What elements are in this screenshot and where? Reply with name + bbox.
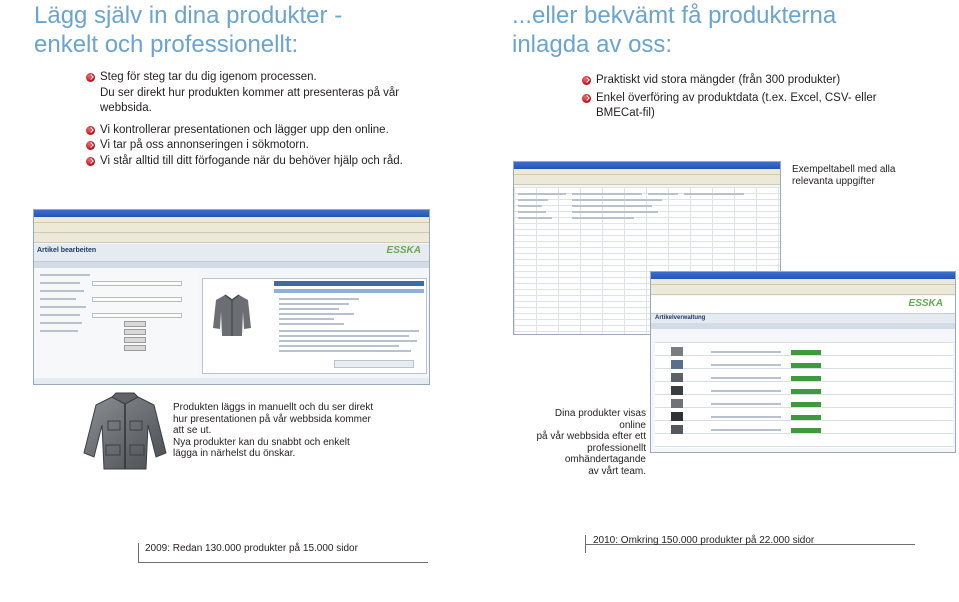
list-title: Artikelverwaltung: [655, 315, 706, 321]
status-badge: [791, 389, 821, 394]
caption-line: på vår webbsida efter ett: [536, 431, 646, 442]
editor-header: [34, 244, 430, 262]
form-field: [40, 330, 78, 332]
form-input: [92, 313, 182, 318]
row-text: [711, 351, 781, 353]
caption-line: hur presentationen på vår webbsida kommer att se ut.: [173, 413, 371, 436]
preview-text: [279, 308, 339, 310]
form-input: [92, 297, 182, 302]
cell-text: [518, 193, 566, 195]
list-item: [86, 154, 446, 170]
cell-text: [648, 193, 678, 195]
row-thumbnail: [671, 399, 683, 408]
timeline-2010: [585, 535, 915, 555]
row-thumbnail: [671, 360, 683, 369]
form-field: [40, 282, 80, 284]
article-list-screenshot: [650, 271, 956, 453]
list-item: [582, 73, 922, 89]
form-button: [124, 329, 146, 335]
heading-line: ...eller bekvämt få produkterna: [512, 2, 837, 29]
form-button: [124, 337, 146, 343]
cell-text: [572, 217, 634, 219]
status-badge: [791, 363, 821, 368]
bullet-icon: [86, 157, 95, 166]
address-bar: [34, 233, 429, 243]
status-badge: [791, 402, 821, 407]
bullet-text: Steg för steg tar du dig igenom processen.: [100, 71, 317, 83]
list-item: [86, 138, 446, 154]
form-button: [124, 321, 146, 327]
row-thumbnail: [671, 412, 683, 421]
cell-text: [518, 205, 542, 207]
row-text: [711, 416, 781, 418]
status-badge: [791, 415, 821, 420]
list-item: [86, 123, 446, 139]
list-title-bar: [651, 314, 956, 323]
cell-text: [572, 211, 658, 213]
cell-text: [518, 211, 546, 213]
caption-line: professionellt omhändertagande: [564, 442, 646, 465]
list-tabs: [651, 323, 956, 329]
preview-text: [279, 350, 411, 352]
status-badge: [791, 350, 821, 355]
bullet-icon: [86, 141, 95, 150]
row-text: [711, 403, 781, 405]
row-text: [711, 390, 781, 392]
timeline-label: 2009: Redan 130.000 produkter på 15.000 sidor: [145, 543, 358, 554]
preview-text: [279, 298, 359, 300]
toolbar: [34, 223, 429, 233]
form-field: [40, 306, 86, 308]
caption-line: relevanta uppgifter: [792, 175, 875, 187]
manual-entry-caption: [173, 402, 383, 460]
bullet-icon: [582, 76, 591, 85]
list-item: [582, 91, 922, 122]
window-titlebar: [514, 162, 780, 169]
toolbar: [651, 285, 955, 295]
esska-logo: ESSKA: [386, 245, 421, 256]
form-button: [124, 345, 146, 351]
heading-we-enter: [512, 1, 836, 59]
form-field: [40, 314, 80, 316]
heading-self-entry: [34, 1, 342, 59]
timeline-2009: [138, 543, 428, 563]
preview-subheader: [274, 289, 424, 293]
we-enter-bullet-list: [582, 73, 922, 124]
preview-text: [279, 303, 349, 305]
timeline-line: [138, 562, 428, 563]
preview-text: [279, 345, 399, 347]
editor-footer: [34, 378, 430, 385]
list-header: [651, 296, 956, 314]
row-text: [711, 429, 781, 431]
esska-logo: ESSKA: [908, 298, 943, 309]
self-entry-bullet-list: [86, 70, 446, 169]
form-field: [40, 274, 90, 276]
row-thumbnail: [671, 347, 683, 356]
bullet-icon: [86, 73, 95, 82]
timeline-label: 2010: Omkring 150.000 produkter på 22.000 sidor: [593, 535, 815, 546]
row-text: [711, 364, 781, 366]
bullet-text: Praktiskt vid stora mängder (från 300 produkter): [596, 74, 841, 86]
preview-text: [279, 330, 419, 332]
form-input: [92, 281, 182, 286]
caption-line: Exempeltabell med alla: [792, 164, 896, 175]
online-display-caption: [528, 408, 646, 477]
excel-caption: [792, 164, 902, 187]
status-badge: [791, 428, 821, 433]
row-thumbnail: [671, 373, 683, 382]
bullet-text: Vi tar på oss annonseringen i sökmotorn.: [100, 139, 309, 151]
jacket-photo-icon: [82, 391, 168, 471]
preview-text: [279, 318, 334, 320]
form-field: [40, 290, 84, 292]
form-field: [40, 298, 76, 300]
form-field: [40, 322, 82, 324]
preview-price-box: [334, 360, 414, 368]
window-titlebar: [34, 210, 429, 217]
bullet-text: Vi kontrollerar presentationen och lägger upp den online.: [100, 123, 389, 136]
cell-text: [518, 217, 552, 219]
bullet-icon: [86, 126, 95, 135]
row-thumbnail: [671, 386, 683, 395]
cell-text: [684, 193, 744, 195]
caption-line: Produkten läggs in manuellt och du ser direkt: [173, 402, 374, 413]
row-text: [711, 377, 781, 379]
preview-text: [279, 340, 417, 342]
timeline-tick: [138, 543, 139, 563]
caption-line: Dina produkter visas online: [554, 408, 646, 431]
caption-line: Nya produkter kan du snabbt och enkelt: [173, 436, 350, 448]
cell-text: [572, 205, 652, 207]
bullet-icon: [582, 94, 591, 103]
cell-text: [572, 193, 642, 195]
row-thumbnail: [671, 425, 683, 434]
editor-title: Artikel bearbeiten: [37, 247, 97, 254]
heading-line: Lägg själv in dina produkter -: [34, 2, 343, 29]
bullet-text: Enkel överföring av produktdata (t.ex. Excel, CSV- eller BMECat-fil): [596, 91, 877, 119]
jacket-thumbnail-icon: [212, 292, 252, 338]
heading-line: inlagda av oss:: [512, 31, 673, 58]
bullet-subtext: Du ser direkt hur produkten kommer att presenteras på vår webbsida.: [100, 86, 400, 114]
preview-text: [279, 313, 354, 315]
caption-line: av vårt team.: [588, 465, 646, 477]
list-item: [86, 70, 446, 117]
bullet-text: Vi står alltid till ditt förfogande när du behöver hjälp och råd.: [100, 154, 403, 167]
status-badge: [791, 376, 821, 381]
toolbar: [514, 175, 780, 185]
preview-text: [279, 335, 409, 337]
window-titlebar: [651, 272, 955, 279]
caption-line: lägga in närhelst du önskar.: [173, 448, 296, 459]
preview-header: [274, 281, 424, 286]
preview-text: [279, 323, 344, 325]
cell-text: [572, 199, 662, 201]
cell-text: [518, 199, 548, 201]
heading-line: enkelt och professionellt:: [34, 31, 299, 58]
